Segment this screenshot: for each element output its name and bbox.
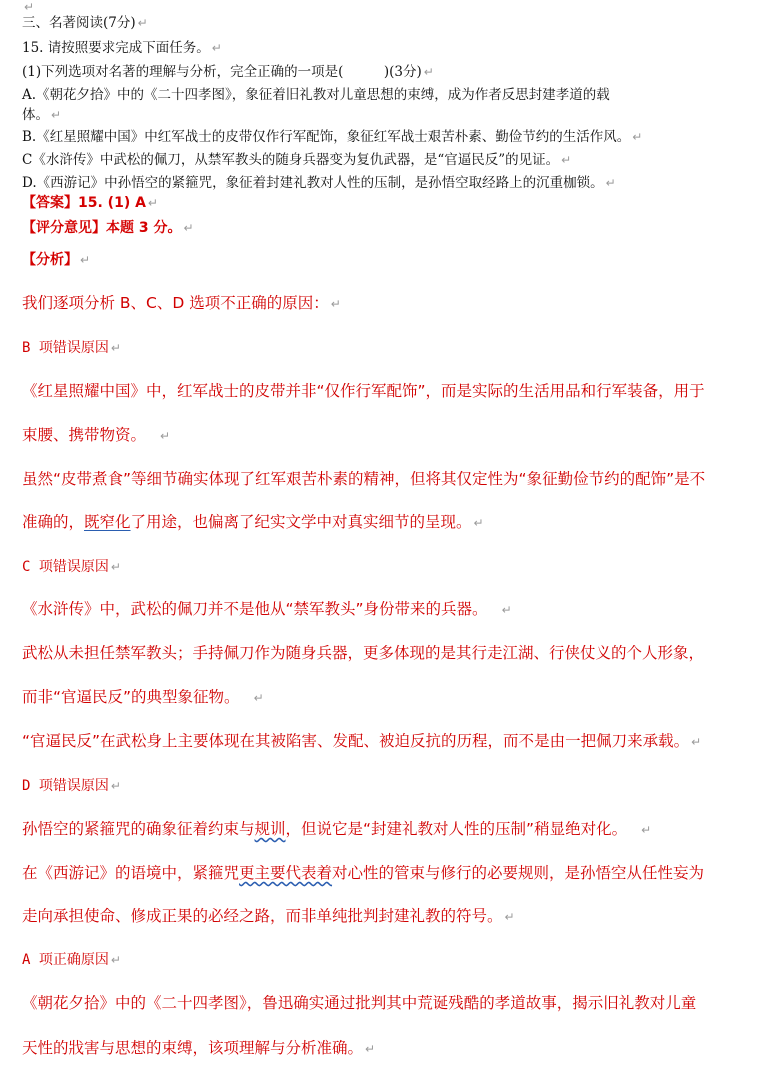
- c-label: C 项错误原因 ↵: [22, 559, 121, 575]
- b-p2-underlined-word: 既窄化: [84, 513, 131, 531]
- option-b: B.《红星照耀中国》中红军战士的皮带仅作行军配饰，象征红军战士艰苦朴素、勤俭节约的生活作风。 ↵: [22, 129, 643, 145]
- b-p2-line1: 虽然“皮带煮食”等细节确实体现了红军艰苦朴素的精神，但将其仅定性为“象征勤俭节约的配饰”是不: [22, 470, 706, 488]
- d-label: D 项错误原因 ↵: [22, 778, 121, 794]
- b-p1-line2: 束腰、携带物资。 ↵: [22, 426, 171, 444]
- d-p1: 孙悟空的紧箍咒的确象征着约束与规训，但说它是“封建礼教对人性的压制”稍显绝对化。 ↵: [22, 820, 652, 838]
- paragraph-mark: ↵: [24, 0, 35, 14]
- d-p2-line1: 在《西游记》的语境中，紧箍咒更主要代表着对心性的管束与修行的必要规则，是孙悟空从任性妄为: [22, 864, 705, 882]
- question-15-title: 15. 请按照要求完成下面任务。 ↵: [22, 40, 222, 56]
- c-p3: “官逼民反”在武松身上主要体现在其被陷害、发配、被迫反抗的历程，而不是由一把佩刀来承载。 ↵: [22, 732, 702, 750]
- c-p2-line2: 而非“官逼民反”的典型象征物。 ↵: [22, 688, 264, 706]
- d-p2-line2: 走向承担使命、修成正果的必经之路，而非单纯批判封建礼教的符号。 ↵: [22, 907, 515, 925]
- option-c: C《水浒传》中武松的佩刀，从禁军教头的随身兵器变为复仇武器，是“官逼民反”的见证。 ↵: [22, 152, 572, 168]
- option-a-line2: 体。 ↵: [22, 107, 62, 123]
- question-15-sub1: (1)下列选项对名著的理解与分析，完全正确的一项是( )(3分) ↵: [22, 64, 434, 80]
- d-p2-underlined-phrase: 更主要代表着: [239, 864, 333, 882]
- answer-line: 【答案】15. (1) A ↵: [22, 195, 158, 211]
- b-p2-line2: 准确的，既窄化了用途，也偏离了纪实文学中对真实细节的呈现。 ↵: [22, 513, 484, 531]
- option-d: D.《西游记》中孙悟空的紧箍咒，象征着封建礼教对人性的压制，是孙悟空取经路上的沉重枷锁。 ↵: [22, 175, 616, 191]
- c-p2-line1: 武松从未担任禁军教头；手持佩刀作为随身兵器，更多体现的是其行走江湖、行侠仗义的个人形象，: [22, 644, 705, 662]
- a-p1-line1: 《朝花夕拾》中的《二十四孝图》，鲁迅确实通过批判其中荒诞残酷的孝道故事，揭示旧礼教对儿童: [22, 994, 697, 1012]
- a-label: A 项正确原因 ↵: [22, 952, 121, 968]
- b-p1-line1: 《红星照耀中国》中，红军战士的皮带并非“仅作行军配饰”，而是实际的生活用品和行军装备，用于: [22, 382, 705, 400]
- analysis-intro: 我们逐项分析 B、C、D 选项不正确的原因： ↵: [22, 294, 341, 312]
- a-p1-line2: 天性的戕害与思想的束缚，该项理解与分析准确。 ↵: [22, 1039, 376, 1057]
- c-p1: 《水浒传》中，武松的佩刀并不是他从“禁军教头”身份带来的兵器。 ↵: [22, 600, 512, 618]
- analysis-heading: 【分析】 ↵: [22, 252, 91, 268]
- option-a-line1: A.《朝花夕拾》中的《二十四孝图》，象征着旧礼教对儿童思想的束缚，成为作者反思封建孝道的载: [22, 87, 610, 103]
- b-label: B 项错误原因 ↵: [22, 340, 121, 356]
- section-title: 三、名著阅读(7分) ↵: [22, 15, 148, 31]
- d-p1-underlined-word: 规训: [254, 820, 286, 838]
- scoring-line: 【评分意见】本题 3 分。 ↵: [22, 220, 194, 236]
